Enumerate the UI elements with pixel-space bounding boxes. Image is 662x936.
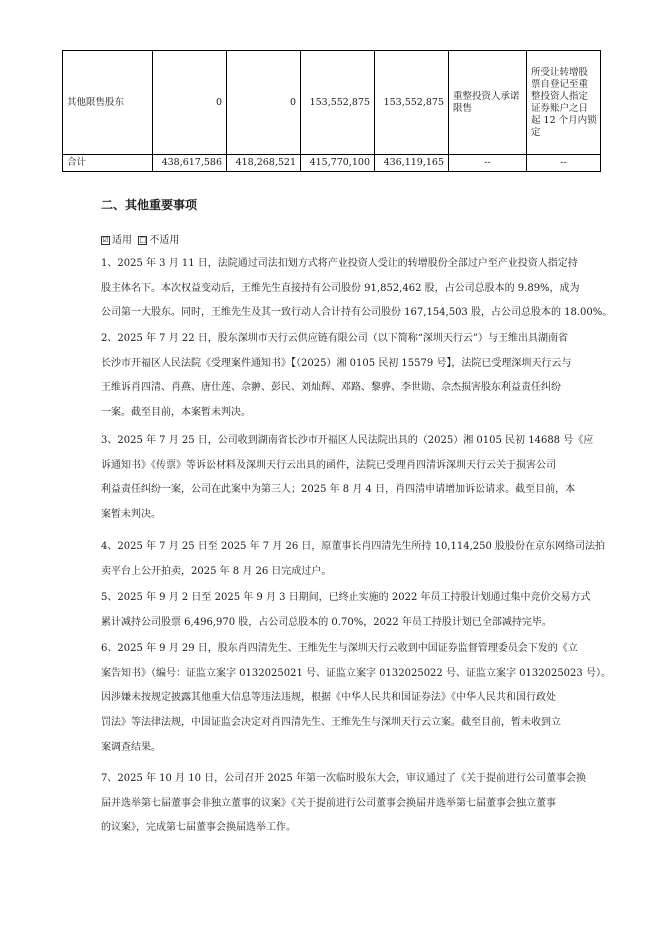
value-cell: 0 bbox=[227, 51, 301, 155]
text-line: 罚法》等法律法规，中国证监会决定对肖四清先生、王维先生与深圳天行云立案。截至目前，暂未收到立 bbox=[101, 717, 561, 729]
restricted-shares-table bbox=[62, 50, 601, 172]
text-line: 7、2025 年 10 月 10 日，公司召开 2025 年第一次临时股东大会，审议通过了《关于提前进行公司董事会换 bbox=[101, 773, 586, 784]
paragraph-5 bbox=[101, 586, 591, 635]
text-line: 5、2025 年 9 月 2 日至 2025 年 9 月 3 日期间，已终止实施的 2022 年员工持股计划通过集中竞价交易方式 bbox=[101, 592, 591, 603]
text-line: 案调查结果。 bbox=[101, 741, 161, 753]
value-cell: 436,119,165 bbox=[375, 155, 449, 172]
text-line: 利益责任纠纷一案，公司在此案中为第三人；2025 年 8 月 4 日，肖四清申请增加诉讼请求。截至目前，本 bbox=[101, 484, 576, 496]
text-line: 案暂未判决。 bbox=[101, 509, 161, 521]
paragraph-7 bbox=[101, 767, 586, 841]
value-cell: 153,552,875 bbox=[375, 51, 449, 155]
text-line: 公司第一大股东。同时，王维先生及其一致行动人合计持有公司股份 167,154,503 股，占公司总股本的 18.00%。 bbox=[101, 307, 613, 319]
text-line: 王维诉肖四清、肖燕、唐仕莲、佘翀、彭民、刘灿辉、邓路、黎骅、李世勋、佘杰损害股东利益责任纠纷 bbox=[101, 382, 561, 394]
applicable-label: 适用 bbox=[112, 235, 132, 246]
text-line: 1、2025 年 3 月 11 日，法院通过司法扣划方式将产业投资人受让的转增股份全部过户至产业投资人指定持 bbox=[101, 258, 578, 269]
cell-line: 所受让转增股 bbox=[531, 66, 589, 78]
text-line: 一案。截至目前，本案暂未判决。 bbox=[101, 407, 251, 419]
text-line: 3、2025 年 7 月 25 日，公司收到湖南省长沙市开福区人民法院出具的（2025）湘 0105 民初 14688 号《应 bbox=[101, 435, 594, 446]
table-row-total bbox=[63, 155, 601, 172]
applicability-row bbox=[101, 231, 179, 246]
holder-cell: 合计 bbox=[63, 155, 153, 172]
text-line: 6、2025 年 9 月 29 日，股东肖四清先生、王维先生与深圳天行云收到中国证券监督管理委员会下发的《立 bbox=[101, 643, 578, 654]
text-line: 长沙市开福区人民法院《受理案件通知书》【（2025）湘 0105 民初 15579 号】，法院已受理深圳天行云与 bbox=[101, 357, 572, 369]
text-line: 股主体名下。本次权益变动后，王维先生直接持有公司股份 91,852,462 股，占公司总股本的 9.89%，成为 bbox=[101, 282, 580, 294]
paragraph-4 bbox=[101, 535, 606, 584]
not-applicable-label: 不适用 bbox=[149, 235, 180, 246]
value-cell: 153,552,875 bbox=[301, 51, 375, 155]
section-title: 二、其他重要事项 bbox=[101, 198, 198, 212]
text-line: 诉通知书》《传票》等诉讼材料及深圳天行云出具的函件，法院已受理肖四清诉深圳天行云关于损害公司 bbox=[101, 459, 556, 471]
text-line: 累计减持公司股票 6,496,970 股，占公司总股本的 0.70%，2022 年员工持股计划已全部减持完毕。 bbox=[101, 616, 552, 628]
checked-checkbox-icon: ☑ bbox=[102, 236, 109, 244]
text-line: 案告知书》（编号：证监立案字 0132025021 号、证监立案字 0132025022 号、证监立案字 0132025023 号）。 bbox=[101, 667, 611, 679]
text-line: 的议案》，完成第七届董事会换届选举工作。 bbox=[101, 822, 296, 834]
paragraph-2 bbox=[101, 327, 579, 426]
restriction-reason-cell: -- bbox=[449, 155, 527, 172]
unchecked-checkbox-icon: □ bbox=[139, 236, 147, 244]
cell-line: 证券账户之日 bbox=[531, 102, 589, 114]
table-row bbox=[63, 51, 601, 155]
cell-line: 整投资人指定 bbox=[531, 90, 589, 102]
restriction-reason-cell: 重整投资人承诺限售 bbox=[449, 51, 527, 155]
text-line: 4、2025 年 7 月 25 日至 2025 年 7 月 26 日，原董事长肖四清先生所持 10,114,250 股股份在京东网络司法拍 bbox=[101, 541, 606, 552]
text-line: 因涉嫌未按规定披露其他重大信息等违法违规，根据《中华人民共和国证券法》《中华人民共和国行政处 bbox=[101, 692, 556, 704]
value-cell: 0 bbox=[153, 51, 227, 155]
holder-cell: 其他限售股东 bbox=[63, 51, 153, 155]
cell-line: 定 bbox=[531, 126, 541, 138]
paragraph-6 bbox=[101, 637, 611, 761]
value-cell: 438,617,586 bbox=[153, 155, 227, 172]
cell-line: 起 12 个月内锁 bbox=[531, 114, 597, 126]
paragraph-1 bbox=[101, 252, 613, 326]
value-cell: 418,268,521 bbox=[227, 155, 301, 172]
cell-line: 票自登记至重 bbox=[531, 78, 589, 90]
text-line: 届并选举第七届董事会非独立董事的议案》《关于提前进行公司董事会换届并选举第七届董事会独立董事 bbox=[101, 797, 556, 809]
release-date-cell: -- bbox=[527, 155, 601, 172]
paragraph-3 bbox=[101, 429, 594, 528]
text-line: 2、2025 年 7 月 22 日，股东深圳市天行云供应链有限公司（以下简称“深圳天行云”）与王维出具湖南省 bbox=[101, 333, 569, 344]
release-date-cell bbox=[527, 51, 601, 155]
text-line: 卖平台上公开拍卖，2025 年 8 月 26 日完成过户。 bbox=[101, 565, 332, 577]
value-cell: 415,770,100 bbox=[301, 155, 375, 172]
